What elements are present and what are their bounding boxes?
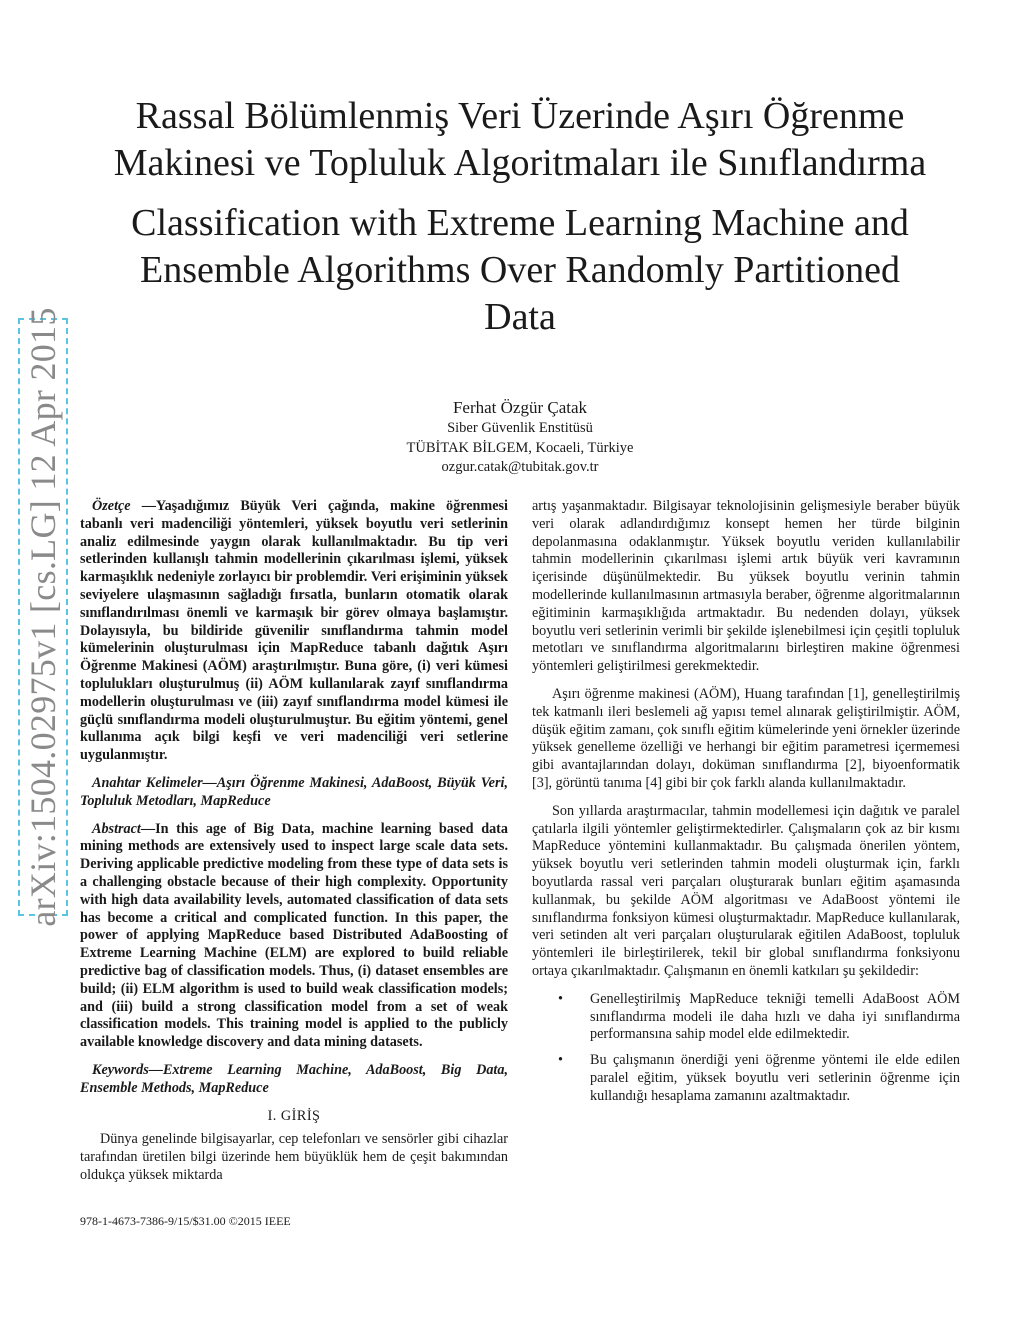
arxiv-sidebar bbox=[18, 307, 68, 927]
intro-block bbox=[80, 1131, 508, 1184]
list-item bbox=[558, 1052, 960, 1105]
contributions-list bbox=[532, 991, 960, 1106]
title-en-line-3: Data bbox=[484, 296, 556, 338]
title-tr-line-1: Rassal Bölümlenmiş Veri Üzerinde Aşırı Öğrenme bbox=[135, 95, 905, 137]
bullet-icon: • bbox=[558, 990, 563, 1007]
author-organization: TÜBİTAK BİLGEM, Kocaeli, Türkiye bbox=[406, 439, 634, 456]
title-en-line-2: Ensemble Algorithms Over Randomly Partitioned bbox=[140, 249, 900, 291]
ozetce-text: —Yaşadığımız Büyük Veri çağında, makine öğrenmesi tabanlı veri madenciliği yöntemleri, yüksek boyutlu veri setlerinin analiz edilmesinde yaygın olarak kullanılmaktadır. Bu tip veri setlerinden kullanışlı tahmin modellerinin çıkarılması işlemi, yüksek karmaşıklık nedeniyle zorlayıcı bir problemdir. Veri erişiminin yüksek seviyelere ulaşmasının sağladığı fırsatla, bunların otomatik olarak sınıflandırılması önemli ve karmaşık bir görev olmaya başlamıştır. Dolayısıyla, bu bildiride güvenilir sınıflandırma tahmin model kümelerinin oluşturulması için MapReduce tabanlı dağıtık Aşırı Öğrenme Makinesi (AÖM) araştırılmıştır. Buna göre, (i) veri kümesi toplulukları oluşturulmuş (ii) AÖM kullanılarak zayıf sınıflandırma modellerin oluşturulması ve (iii) zayıf sınıflandırma model kümesi ile güçlü sınıflandırma modeli oluşturulmuştur. Bu eğitim yöntemi, genel kullanıma açık bilgi keşfi ve veri madenciliği veri setlerine uygulanmıştır. bbox=[80, 498, 508, 764]
arxiv-identifier: arXiv:1504.02975v1 [cs.LG] 12 Apr 2015 bbox=[23, 307, 63, 927]
author-email: ozgur.catak@tubitak.gov.tr bbox=[441, 459, 599, 475]
title-turkish bbox=[80, 93, 960, 187]
right-paragraph-1: artış yaşanmaktadır. Bilgisayar teknolojisinin gelişmesiyle beraber büyük veri olarak adlandırdığımız konsept hemen her türde bilginin depolanmasına odaklanmıştır. Yüksek boyutlu veriden kullanılabilir tahmin modellerinin çıkarılması işlemi artık büyük veri kavramının içerisinde düşünülmektedir. Bu yüksek boyutlu verinin tahmin modellerinde kullanılmasının artmasıyla beraber, öğrenme algoritmalarının eğitiminin karmaşıklığıda artmaktadır. Bu nedenden dolayı, yüksek boyutlu veri setlerinin verimli bir şekilde işlenebilmesi için çeşitli topluluk metotları ve sınıflandırma algoritmalarını birleştiren makine öğrenmesi yöntemleri geliştirilmesi gerekmektedir. bbox=[532, 498, 960, 675]
ozetce-paragraph bbox=[80, 498, 508, 765]
ozetce-block bbox=[80, 498, 508, 765]
right-paragraph-2: Aşırı öğrenme makinesi (AÖM), Huang tarafından [1], genelleştirilmiş tek katmanlı ileri beslemeli ağ yapısı temel alınarak geliştirilmiştir. AÖM, düşük eğitim zamanı, çok sınıflı eğitim kümelerinde yeni örnekler üzerinde yüksek genelleme özelliği ve herhangi bir eğitim parametresi içermemesi gibi avantajlarından dolayı, doküman sınıflandırma [2], biyoenformatik [3], görüntü tanıma [4] gibi bir çok farklı alanda kullanılmaktadır. bbox=[532, 685, 960, 791]
section-heading-giris: I. GİRİŞ bbox=[267, 1107, 321, 1124]
list-item bbox=[558, 990, 960, 1044]
right-column bbox=[532, 498, 960, 1114]
abstract-text: —In this age of Big Data, machine learning based data mining methods are extensively used to inspect large scale data sets. Deriving applicable predictive modeling from these type of data sets is a challenging obstacle because of their high complexity. Opportunity with high data availability levels, automated classification of data sets has become a critical and complicated function. In this paper, the power of applying MapReduce based Distributed AdaBoosting of Extreme Learning Machine (ELM) are explored to build reliable predictive bag of classification models. Thus, (i) dataset ensembles are build; (ii) ELM algorithm is used to build weak classification models; and (iii) build a strong classification model from a set of weak classification models. This training model is applied to the publicly available knowledge discovery and data mining datasets. bbox=[80, 820, 508, 1051]
keywords: Keywords—Extreme Learning Machine, AdaBoost, Big Data, Ensemble Methods, MapReduce bbox=[80, 1061, 508, 1096]
keywords-block bbox=[80, 1062, 508, 1098]
abstract-label: Abstract bbox=[92, 820, 141, 837]
author-department: Siber Güvenlik Enstitüsü bbox=[447, 420, 593, 436]
intro-paragraph-1: Dünya genelinde bilgisayarlar, cep telefonları ve sensörler gibi cihazlar tarafından üretilen bilgi üzerinde hem büyüklük hem de çeşit bakımından oldukça yüksek miktarda bbox=[80, 1131, 508, 1183]
anahtar-kelimeler: Anahtar Kelimeler—Aşırı Öğrenme Makinesi, AdaBoost, Büyük Veri, Topluluk Metodları, MapReduce bbox=[80, 774, 508, 809]
abstract-paragraph bbox=[80, 821, 508, 1052]
author-block bbox=[300, 397, 740, 478]
title-en-line-1: Classification with Extreme Learning Machine and bbox=[131, 202, 909, 244]
bullet-icon: • bbox=[558, 1052, 563, 1069]
anahtar-kelimeler-block bbox=[80, 775, 508, 811]
title-english bbox=[80, 200, 960, 341]
right-paragraph-3: Son yıllarda araştırmacılar, tahmin modellemesi için dağıtık ve paralel çatılarla ilgili yöntemler geliştirmektedirler. Çalışmaların çok az bir kısmı MapReduce yöntemini kullanmaktadır. Bu çalışmada önerilen yöntem, yüksek boyutlu veri setlerinden tahmin modeli oluşturmak için, farklı boyutlarda rassal veri parçaları oluşturarak bunları eğitim aşamasında kullanmak, bu şekilde AÖM algoritması ve AdaBoost yöntemi ile sınıflandırma fonksiyon kümesi oluşturmaktadır. MapReduce kullanılarak, veri setinden alt veri parçaları oluşturularak eğitilen AdaBoost, topluluk yöntemleri ile birleştirilerek, tekil bir global sınıflandırma fonksiyonu ortaya çıkarılmaktadır. Çalışmanın en önemli katkıları şu şekildedir: bbox=[532, 802, 960, 979]
author-name: Ferhat Özgür Çatak bbox=[452, 398, 588, 417]
title-tr-line-2: Makinesi ve Topluluk Algoritmaları ile Sınıflandırma bbox=[113, 142, 927, 184]
bullet-text-2: Bu çalışmanın önerdiği yeni öğrenme yöntemi ile elde edilen paralel eğitim, yüksek boyutlu veri setlerinin öğrenme için kullandığı hesaplama zamanını azaltmaktadır. bbox=[590, 1052, 960, 1104]
bullet-text-1: Genelleştirilmiş MapReduce tekniği temelli AdaBoost AÖM sınıflandırma modeli ile daha hızlı ve daha iyi sınıflandırma performansına sahip model elde edilmektedir. bbox=[590, 990, 960, 1043]
ozetce-label: Özetçe bbox=[92, 498, 131, 514]
left-column bbox=[80, 498, 508, 1185]
abstract-block bbox=[80, 821, 508, 1052]
copyright-footer: 978-1-4673-7386-9/15/$31.00 ©2015 IEEE bbox=[80, 1214, 291, 1228]
